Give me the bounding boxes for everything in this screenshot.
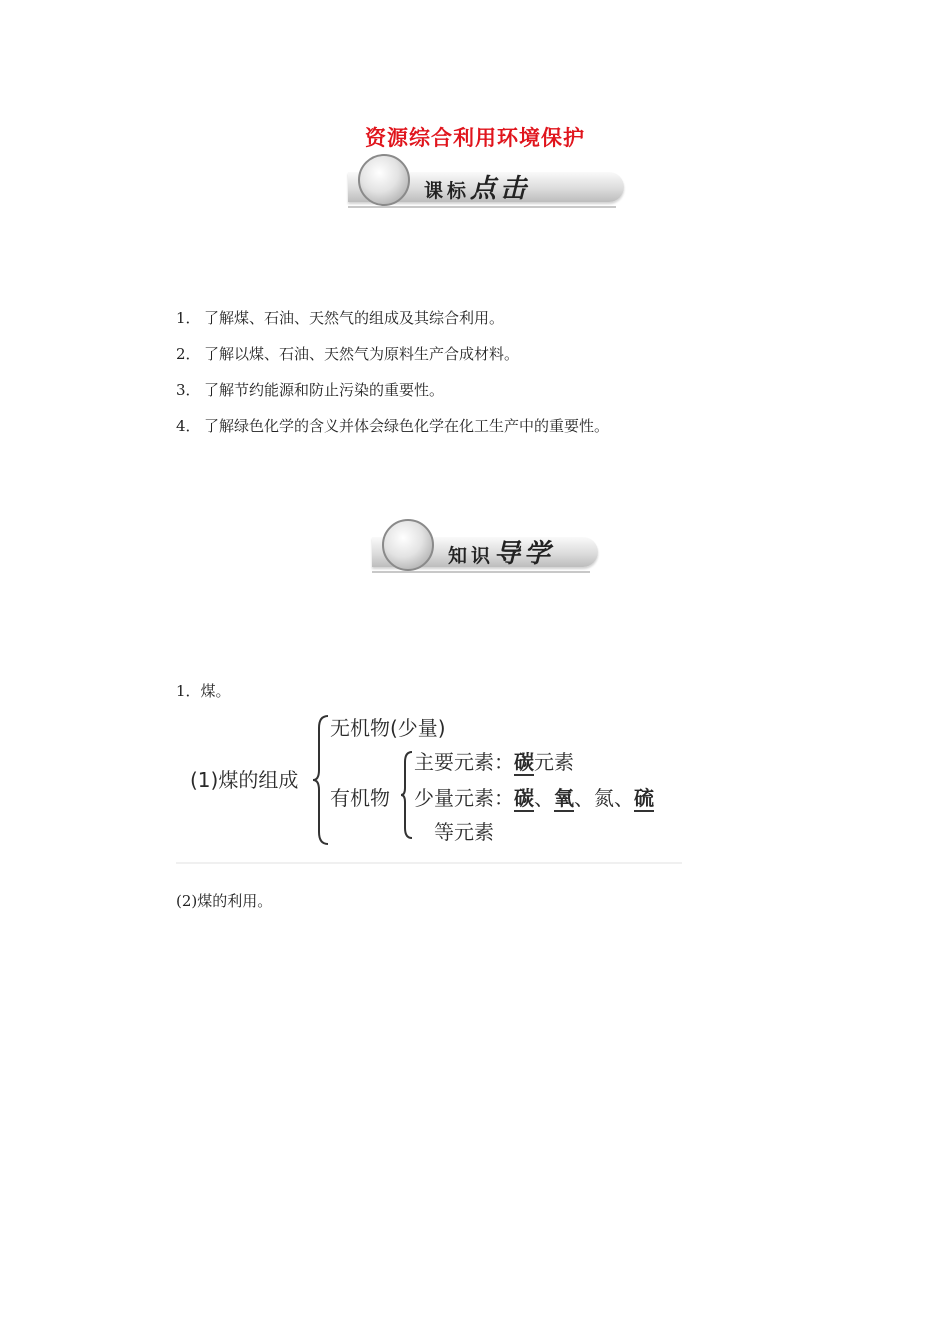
item-number: 2． xyxy=(176,345,201,363)
banner-label-large: 导学 xyxy=(494,539,555,569)
list-item xyxy=(176,372,609,408)
minor-answer-2: 氧 xyxy=(554,786,574,810)
main-suffix: 元素 xyxy=(534,750,574,774)
item-number: 4． xyxy=(176,417,201,435)
banner-label xyxy=(424,174,530,204)
diagram-minor-elements xyxy=(414,786,654,810)
brace-inner xyxy=(400,750,414,840)
item-number: 1． xyxy=(176,309,201,327)
separator: 、 xyxy=(534,786,554,810)
minor-answer-4: 硫 xyxy=(634,786,654,810)
hand-icon xyxy=(358,154,410,206)
separator: 、 xyxy=(614,786,634,810)
item-number: 3． xyxy=(176,381,201,399)
page-title: 资源综合利用环境保护 xyxy=(365,126,585,150)
banner-label xyxy=(448,539,554,569)
objectives-list xyxy=(176,300,609,444)
item-text: 了解绿色化学的含义并体会绿色化学在化工生产中的重要性。 xyxy=(204,417,610,435)
diagram-main-elements xyxy=(414,750,574,774)
banner-guide xyxy=(352,515,598,575)
separator: 、 xyxy=(574,786,594,810)
list-item xyxy=(176,336,609,372)
diagram-root: (1)煤的组成 xyxy=(190,768,299,792)
diagram-organic: 有机物 xyxy=(330,786,390,810)
coal-composition-diagram xyxy=(176,710,682,864)
minor-element-3: 氮 xyxy=(594,786,614,810)
banner-label-small: 知识 xyxy=(448,545,495,567)
list-item xyxy=(176,300,609,336)
banner-label-large: 点击 xyxy=(470,174,531,204)
banner-standards xyxy=(328,150,624,210)
item-text: 了解煤、石油、天然气的组成及其综合利用。 xyxy=(204,309,505,327)
minor-label: 少量元素： xyxy=(414,786,514,810)
minor-answer-1: 碳 xyxy=(514,786,534,810)
section-heading-use: (2)煤的利用。 xyxy=(176,892,273,910)
book-icon xyxy=(382,519,434,571)
item-text: 了解节约能源和防止污染的重要性。 xyxy=(204,381,445,399)
main-answer: 碳 xyxy=(514,750,534,774)
brace-outer xyxy=(312,714,330,846)
diagram-inorganic: 无机物(少量) xyxy=(330,716,446,740)
diagram-minor-tail: 等元素 xyxy=(434,820,494,844)
main-label: 主要元素： xyxy=(414,750,514,774)
item-text: 了解以煤、石油、天然气为原料生产合成材料。 xyxy=(204,345,520,363)
section-heading-coal: 1．煤。 xyxy=(176,682,231,700)
list-item xyxy=(176,408,609,444)
banner-label-small: 课标 xyxy=(424,180,471,202)
